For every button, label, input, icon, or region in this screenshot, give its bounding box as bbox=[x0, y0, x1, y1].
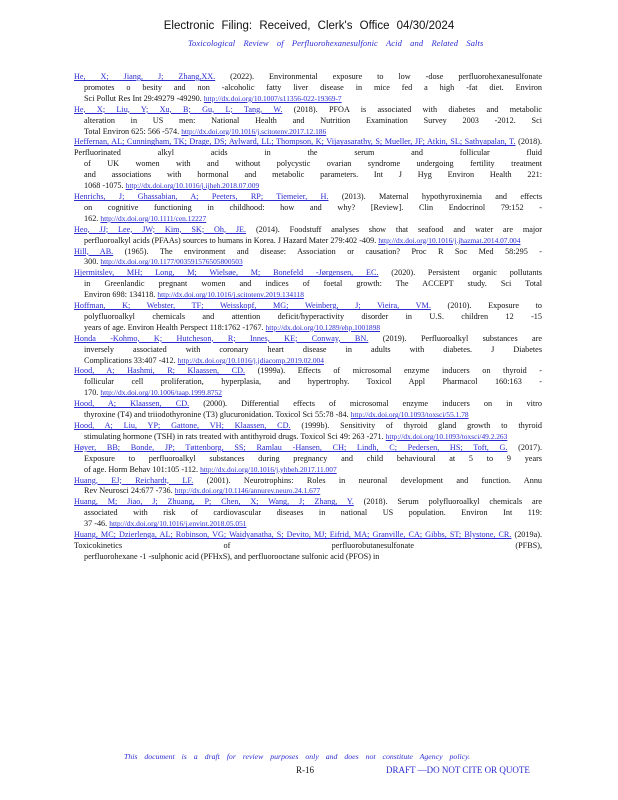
filing-stamp: Electronic Filing: Received, Clerk's Office 04/30/2024 bbox=[163, 20, 455, 32]
reference-continuation-line bbox=[74, 279, 542, 290]
reference-text: Rev Neurosci 24:677 -736. bbox=[84, 486, 173, 496]
reference-text: (2013). Maternal hypothyroxinemia and effects bbox=[328, 191, 542, 201]
reference-authors-link[interactable]: Hood, A; Hashmi, R; Klaassen, CD. bbox=[74, 366, 246, 376]
reference-text: (2014). Foodstuff analyses show that seafood and water are major bbox=[246, 224, 542, 234]
reference-continuation-line bbox=[74, 410, 542, 421]
reference-continuation-line bbox=[74, 323, 542, 334]
reference-doi-link[interactable]: http://dx.doi.org/10.1177/003591576505800503 bbox=[100, 257, 243, 267]
reference-doi-link[interactable]: http://dx.doi.org/10.1016/j.scitotenv.2017.12.186 bbox=[181, 126, 327, 136]
reference-entry bbox=[74, 421, 542, 443]
reference-text: Exposure to perfluoroalkyl substances during pregnancy and child behavioural at 5 to 9 years bbox=[84, 453, 542, 463]
reference-entry bbox=[74, 105, 542, 138]
reference-first-line bbox=[74, 334, 542, 345]
reference-doi-link[interactable]: http://dx.doi.org/10.1016/j.yhbeh.2017.11.007 bbox=[200, 464, 337, 474]
reference-continuation-line bbox=[74, 508, 542, 519]
reference-text: (2018). PFOA is associated with diabetes and metabolic bbox=[282, 104, 542, 114]
reference-entry bbox=[74, 497, 542, 530]
reference-text: perfluorohexane -1 -sulphonic acid (PFHxS), and perfluorooctane sulfonic acid (PFOS) in bbox=[84, 551, 380, 561]
reference-text: 37 -46. bbox=[84, 519, 108, 529]
reference-text: (2020). Persistent organic pollutants bbox=[378, 268, 542, 278]
reference-entry bbox=[74, 476, 542, 498]
reference-authors-link[interactable]: Henrichs, J; Ghassabian, A; Peeters, RP; Tiemeier, H. bbox=[74, 191, 329, 201]
reference-continuation-line bbox=[74, 203, 542, 214]
reference-first-line bbox=[74, 225, 542, 236]
page-number: R-16 bbox=[296, 765, 314, 775]
reference-first-line bbox=[74, 247, 542, 258]
reference-continuation-line bbox=[74, 465, 542, 476]
reference-text: (2000). Differential effects of microsomal enzyme inducers on in vitro bbox=[189, 399, 542, 409]
reference-first-line bbox=[74, 497, 542, 508]
reference-doi-link[interactable]: http://dx.doi.org/10.1016/j.scitotenv.2019.134118 bbox=[157, 290, 304, 300]
reference-first-line bbox=[74, 476, 542, 487]
reference-text: (2018). Serum polyfluoroalkyl chemicals are bbox=[353, 497, 543, 507]
reference-continuation-line bbox=[74, 345, 542, 356]
reference-authors-link[interactable]: Hjermitslev, MH; Long, M; Wielsøe, M; Bonefeld -Jørgensen, EC. bbox=[74, 268, 379, 278]
reference-doi-link[interactable]: http://dx.doi.org/10.1016/j.envint.2018.05.051 bbox=[109, 519, 247, 529]
draft-do-not-cite: —DO NOT CITE OR QUOTE bbox=[417, 765, 530, 775]
reference-entry bbox=[74, 366, 542, 399]
reference-text: (2018). Perfluorinated alkyl acids in the serum and follicular fluid bbox=[74, 137, 542, 158]
reference-text: (2019). Perfluoroalkyl substances are bbox=[368, 333, 542, 343]
reference-text: polyfluoroalkyl chemicals and attention deficit/hyperactivity disorder in U.S. children 12 -15 bbox=[84, 311, 542, 321]
reference-authors-link[interactable]: Heffernan, AL; Cunningham, TK; Drage, DS; Aylward, LL; Thompson, K; Vijayasarathy, S; Mueller, JF; Atkin, SL; Sathyapalan, T. bbox=[74, 137, 516, 147]
reference-doi-link[interactable]: http://dx.doi.org/10.1146/annurev.neuro.24.1.677 bbox=[174, 486, 321, 496]
reference-authors-link[interactable]: Hood, A; Klaassen, CD. bbox=[74, 399, 190, 409]
reference-continuation-line bbox=[74, 159, 542, 170]
reference-text: on cognitive functioning in childhood: how and why? [Review]. Clin Endocrinol 79:152 - bbox=[84, 202, 542, 212]
reference-text: (2017). bbox=[507, 442, 542, 452]
reference-text: 162. bbox=[84, 213, 99, 223]
reference-first-line bbox=[74, 105, 542, 116]
reference-authors-link[interactable]: Høyer, BB; Bonde, JP; Tøttenborg, SS; Ramlau -Hansen, CH; Lindh, C; Pedersen, HS; Toft, G. bbox=[74, 442, 508, 452]
reference-authors-link[interactable]: He, X; Jiang, J; Zhang,XX. bbox=[74, 72, 216, 81]
reference-text: (2022). Environmental exposure to low -dose perfluorohexanesulfonate bbox=[215, 72, 542, 81]
reference-continuation-line bbox=[74, 257, 542, 268]
reference-text: 1068 -1075. bbox=[84, 181, 124, 191]
reference-continuation-line bbox=[74, 290, 542, 301]
reference-text: Total Environ 625: 566 -574. bbox=[84, 126, 180, 136]
reference-continuation-line bbox=[74, 214, 542, 225]
reference-authors-link[interactable]: Hoffman, K; Webster, TF; Weisskopf, MG; Weinberg, J; Vieira, VM. bbox=[74, 301, 431, 311]
reference-entry bbox=[74, 301, 542, 334]
reference-continuation-line bbox=[74, 181, 542, 192]
reference-text: stimulating hormone (TSH) in rats treated with antithyroid drugs. Toxicol Sci 49: 263 -271. bbox=[84, 431, 384, 441]
reference-text: inversely associated with coronary heart disease in adults with diabetes. J Diabetes bbox=[84, 344, 542, 354]
reference-doi-link[interactable]: http://dx.doi.org/10.1093/toxsci/55.1.78 bbox=[350, 410, 469, 420]
reference-text: years of age. Environ Health Perspect 118:1762 -1767. bbox=[84, 322, 264, 332]
reference-first-line bbox=[74, 72, 542, 83]
reference-entry bbox=[74, 334, 542, 367]
reference-authors-link[interactable]: He, X; Liu, Y; Xu, B; Gu, L; Tang, W. bbox=[74, 104, 283, 114]
reference-first-line bbox=[74, 137, 542, 159]
reference-doi-link[interactable]: http://dx.doi.org/10.1006/taap.1999.8752 bbox=[100, 388, 222, 398]
reference-authors-link[interactable]: Huang, M; Jiao, J; Zhuang, P; Chen, X; Wang, J; Zhang, Y. bbox=[74, 497, 354, 507]
reference-text: in Greenlandic pregnant women and indices of foetal growth: The ACCEPT study. Sci Total bbox=[84, 279, 542, 289]
reference-text: Sci Pollut Res Int 29:49279 -49290. bbox=[84, 93, 202, 103]
reference-doi-link[interactable]: http://dx.doi.org/10.1093/toxsci/49.2.263 bbox=[385, 431, 508, 441]
reference-text: associated with risk of cardiovascular diseases in national US population. Environ Int 119: bbox=[84, 508, 542, 518]
reference-continuation-line bbox=[74, 432, 542, 443]
reference-text: of age. Horm Behav 101:105 -112. bbox=[84, 464, 199, 474]
reference-first-line bbox=[74, 443, 542, 454]
reference-continuation-line bbox=[74, 486, 542, 497]
reference-text: (1999a). Effects of microsomal enzyme inducers on thyroid - bbox=[245, 366, 542, 376]
reference-first-line bbox=[74, 530, 542, 552]
reference-first-line bbox=[74, 268, 542, 279]
reference-continuation-line bbox=[74, 519, 542, 530]
reference-entry bbox=[74, 72, 542, 105]
running-title: Toxicological Review of Perfluorohexanesulfonic Acid and Related Salts bbox=[188, 38, 484, 48]
reference-text: 300. bbox=[84, 257, 99, 267]
reference-entry bbox=[74, 530, 542, 563]
reference-first-line bbox=[74, 399, 542, 410]
reference-text: of UK women with and without polycystic ovarian syndrome undergoing fertility treatment bbox=[84, 159, 542, 169]
draft-disclaimer: This document is a draft for review purposes only and does not constitute Agency policy. bbox=[124, 752, 471, 761]
reference-doi-link[interactable]: http://dx.doi.org/10.1007/s11356-022-19369-7 bbox=[203, 93, 342, 103]
draft-label: DRAFT bbox=[386, 765, 416, 775]
reference-text: follicular cell proliferation, hyperplasia, and hypertrophy. Toxicol Appl Pharmacol 160:163 - bbox=[84, 377, 542, 387]
reference-first-line bbox=[74, 421, 542, 432]
reference-text: Environ 698: 134118. bbox=[84, 290, 156, 300]
reference-authors-link[interactable]: Honda -Kohmo, K; Hutcheson, R; Innes, KE; Conway, BN. bbox=[74, 333, 369, 343]
reference-text: (2019a). Toxicokinetics of perfluorobutanesulfonate (PFBS), bbox=[74, 530, 542, 550]
reference-text: alteration in US men: National Health and Nutrition Examination Survey 2003 -2012. Sci bbox=[84, 115, 542, 125]
reference-text: (1965). The environment and disease: Association or causation? Proc R Soc Med 58:295 - bbox=[113, 246, 542, 256]
reference-doi-link[interactable]: http://dx.doi.org/10.1289/ehp.1001898 bbox=[265, 322, 381, 332]
reference-authors-link[interactable]: Hill, AB. bbox=[74, 246, 114, 256]
reference-first-line bbox=[74, 301, 542, 312]
reference-continuation-line bbox=[74, 127, 542, 138]
reference-text: (2010). Exposure to bbox=[430, 301, 543, 311]
reference-first-line bbox=[74, 192, 542, 203]
reference-continuation-line bbox=[74, 312, 542, 323]
reference-text: (1999b). Sensitivity of thyroid gland growth to thyroid bbox=[290, 421, 542, 430]
reference-list bbox=[74, 72, 542, 563]
reference-doi-link[interactable]: http://dx.doi.org/10.1016/j.jhazmat.2014.07.004 bbox=[378, 235, 521, 245]
reference-continuation-line bbox=[74, 170, 542, 181]
reference-entry bbox=[74, 443, 542, 476]
reference-text: perfluoroalkyl acids (PFAAs) sources to humans in Korea. J Hazard Mater 279:402 -409. bbox=[84, 235, 377, 245]
reference-text: Complications 33:407 -412. bbox=[84, 355, 176, 365]
reference-authors-link[interactable]: Huang, EJ; Reichardt, LF. bbox=[74, 475, 194, 485]
reference-text: 170. bbox=[84, 388, 99, 398]
reference-text: thyroxine (T4) and triiodothyronine (T3) glucuronidation. Toxicol Sci 55:78 -84. bbox=[84, 410, 349, 420]
reference-continuation-line bbox=[74, 388, 542, 399]
reference-entry bbox=[74, 137, 542, 192]
reference-continuation-line bbox=[74, 236, 542, 247]
reference-authors-link[interactable]: Heo, JJ; Lee, JW; Kim, SK; Oh, JE. bbox=[74, 224, 247, 234]
reference-text: (2001). Neurotrophins: Roles in neuronal development and function. Annu bbox=[193, 475, 543, 485]
reference-continuation-line bbox=[74, 83, 542, 94]
reference-entry bbox=[74, 399, 542, 421]
reference-entry bbox=[74, 268, 542, 301]
reference-first-line bbox=[74, 366, 542, 377]
reference-continuation-line bbox=[74, 116, 542, 127]
reference-entry bbox=[74, 247, 542, 269]
draft-notice bbox=[386, 765, 530, 775]
reference-continuation-line bbox=[74, 377, 542, 388]
reference-continuation-line bbox=[74, 94, 542, 105]
reference-authors-link[interactable]: Hood, A; Liu, YP; Gattone, VH; Klaassen, CD. bbox=[74, 421, 291, 430]
reference-doi-link[interactable]: http://dx.doi.org/10.1111/cen.12227 bbox=[100, 213, 207, 223]
reference-entry bbox=[74, 225, 542, 247]
reference-doi-link[interactable]: http://dx.doi.org/10.1016/j.ijheh.2018.07.009 bbox=[125, 181, 260, 191]
reference-continuation-line bbox=[74, 356, 542, 367]
reference-entry bbox=[74, 192, 542, 225]
reference-text: promotes o besity and non -alcoholic fatty liver disease in mice fed a high -fat diet. Environ bbox=[84, 82, 542, 92]
reference-continuation-line bbox=[74, 454, 542, 465]
reference-authors-link[interactable]: Huang, MC; Dzierlenga, AL; Robinson, VG; Waidyanatha, S; Devito, MJ; Eifrid, MA; Granville, CA; Gibbs, ST; Blystone, CR. bbox=[74, 530, 512, 540]
reference-continuation-line bbox=[74, 552, 542, 563]
reference-text: and associations with hormonal and metabolic parameters. Int J Hyg Environ Health 221: bbox=[84, 170, 542, 180]
reference-doi-link[interactable]: http://dx.doi.org/10.1016/j.jdiacomp.2019.02.004 bbox=[177, 355, 324, 365]
